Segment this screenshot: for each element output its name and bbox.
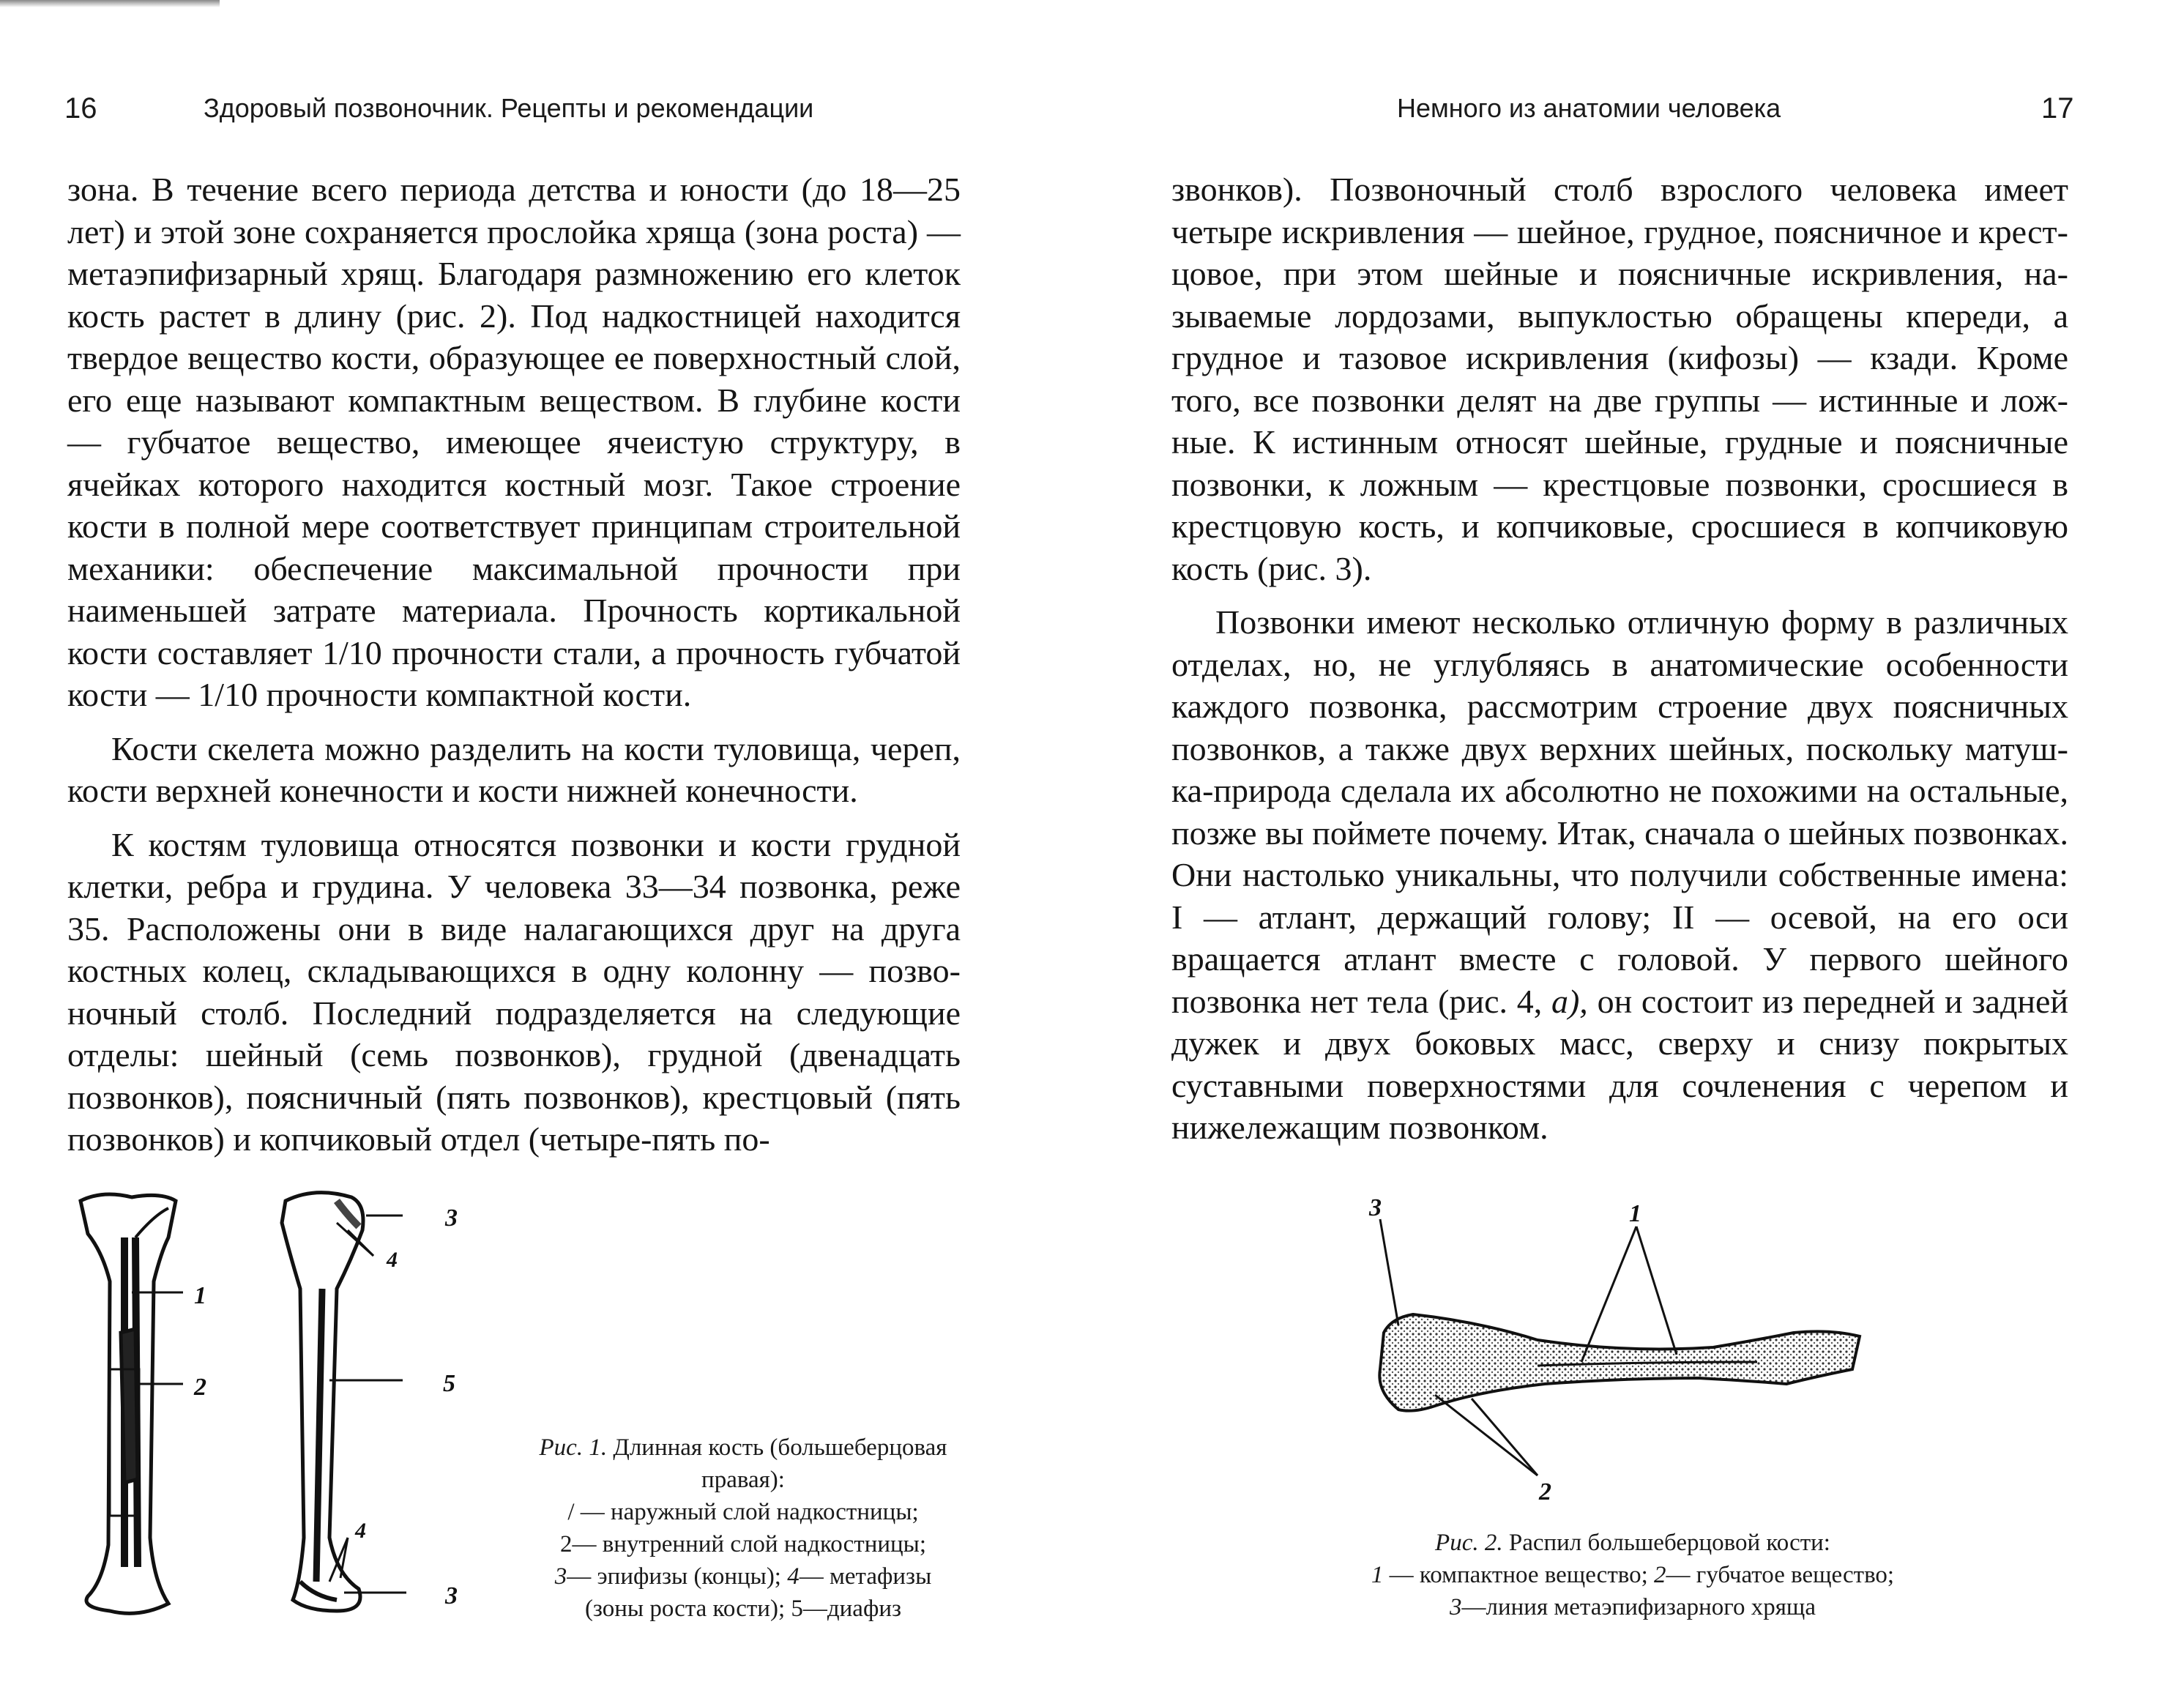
fig1-label-3-top: 3	[445, 1205, 458, 1232]
fig2-item-1-text: — компактное вещество;	[1389, 1562, 1648, 1588]
fig1-item-4-key: 4	[787, 1563, 800, 1590]
left-body-text	[67, 168, 961, 1172]
fig2-item-1-key: 1	[1371, 1562, 1384, 1588]
fig1-caption-prefix: Рис.	[539, 1434, 584, 1461]
fig2-label-2: 2	[1539, 1478, 1551, 1505]
fig2-item-3-key: 3	[1450, 1594, 1462, 1620]
fig2-caption-prefix: Рис.	[1435, 1530, 1479, 1556]
figure-1-caption	[523, 1432, 963, 1625]
figure-1-long-bone	[59, 1172, 513, 1640]
left-page-number: 16	[64, 92, 97, 124]
fig1-label-1: 1	[194, 1282, 206, 1309]
fig1-item-3-text: — эпифизы (концы);	[567, 1563, 781, 1590]
fig1-label-4-top: 4	[387, 1248, 398, 1272]
fig2-caption-title: Распил большеберцовой кости:	[1508, 1530, 1830, 1556]
right-body-text	[1171, 168, 2068, 1161]
left-paragraph-3: К костям туловища относятся позвонки и кости грудной клетки, ребра и грудина. У человека 33—34 позвонка, реже 35. Расположены они в виде налагающихся друг на друга костных колец, складывающихся в одну колонну — позвоночный столб. Последний подразделяется на следующие отделы: шейный (семь позвонков), грудной (двенадцать позвонков), поясничный (пять позвонков), крестцовый (пять позвонков) и копчиковый отдел (четыре-пять по-	[67, 825, 961, 1158]
fig1-label-5: 5	[443, 1370, 455, 1397]
fig1-item-5-key: 5	[791, 1596, 803, 1622]
left-paragraph-1: зона. В течение всего периода детства и юности (до 18—25 лет) и этой зоне сохраняется прослойка хряща (зона роста) — метаэпифизарный хрящ. Благодаря размножению его клеток кость растет в длину (рис. 2). Под надкостницей находится твердое вещество кости, образующее ее поверхностный слой, его еще называют компактным веществом. В глубине кости — губчатое вещество, имеющее ячеистую структуру, в ячейках которого находится костный мозг. Такое строение кости в полной мере соответствует принципам строительной механики: обеспечение максимальной прочности при наименьшей затрате материала. Прочность кортикальной кости составляет 1/10 прочности стали, а прочность губчатой кости — 1/10 прочности компактной кости.	[67, 171, 961, 713]
bone-drawing-a	[81, 1194, 176, 1613]
right-paragraph-1: звонков). Позвоночный столб взрослого человека имеет четыре искривления — шейное, грудное, поясничное и крестцовое, при этом шейные и поясничные искривления, называемые лордозами, выпуклостью обращены кпереди, а грудное и тазовое искривления (кифозы) — кзади. Кроме того, все позвонки делят на две группы — истинные и ложные. К истинным относят шейные, грудные и поясничные позвонки, к ложным — крестцовые позвонки, сросшиеся в крестцовую кость, и копчиковые, сросшиеся в копчиковую кость (рис. 3).	[1171, 171, 2068, 587]
fig2-caption-number: 2.	[1484, 1530, 1503, 1556]
fig1-item-1-text: — наружный слой надкостницы;	[580, 1499, 919, 1525]
bone-drawing-b	[282, 1193, 363, 1611]
scan-edge-mark	[0, 0, 220, 7]
right-page-number: 17	[2041, 92, 2074, 124]
fig1-item-3-key: 3	[554, 1563, 567, 1590]
right-paragraph-2-continued: он состоит из передней и задней дужек и двух боковых масс, сверху и снизу покрытых суставными поверхностями для сочленения с черепом и нижележащим позвонком.	[1171, 982, 2069, 1146]
right-running-title: Немного из анатомии человека	[1397, 93, 1781, 123]
fig2-item-2-text: — губчатое вещество;	[1666, 1562, 1895, 1588]
fig2-item-3-text: —линия метаэпифизарного хряща	[1461, 1594, 1816, 1620]
fig1-item-1-key: /	[567, 1499, 575, 1525]
fig1-label-3-bottom: 3	[445, 1582, 458, 1609]
fig1-caption-title: Длинная кость (большеберцовая правая):	[613, 1434, 947, 1493]
figure-2-caption	[1303, 1527, 1962, 1623]
fig2-label-1: 1	[1629, 1200, 1641, 1227]
fig1-item-4-text: — метафизы (зоны роста кости);	[584, 1563, 932, 1622]
right-paragraph-2	[1171, 601, 2068, 1149]
fig1-item-2-text: — внутренний слой надкостницы;	[572, 1531, 927, 1557]
fig2-label-3: 3	[1369, 1194, 1382, 1221]
right-paragraph-2-text: Позвонки имеют несколько отличную форму в различных отделах, но, не углубляясь в анатомические особенности каждого позвонка, рассмотрим строение двух поясничных позвонков, а также двух верхних шейных, поскольку матушка-природа сделала их абсолютно не похожими на остальные, позже вы поймете почему. Итак, сначала о шейных позвонках. Они настолько уникальны, что получили собственные имена: I — атлант, держащий голову; II — осевой, на его оси вращается атлант вместе с головой. У первого шейного позвонка нет тела (рис. 4,	[1171, 603, 2068, 1020]
bone-section-drawing	[1379, 1314, 1860, 1411]
fig1-item-5-text: —диафиз	[802, 1596, 902, 1622]
figure-ref-a: а),	[1551, 982, 1588, 1020]
left-paragraph-2: Кости скелета можно разделить на кости туловища, череп, кости верхней конечности и кости нижней конечности.	[67, 729, 961, 809]
fig1-label-4-bottom: 4	[355, 1519, 366, 1543]
left-running-title: Здоровый позвоночник. Рецепты и рекомендации	[204, 93, 814, 123]
fig1-caption-number: 1.	[589, 1434, 608, 1461]
figure-2-bone-section	[1347, 1186, 1933, 1508]
fig1-label-2: 2	[194, 1374, 206, 1401]
fig1-item-2-key: 2	[559, 1531, 573, 1557]
fig2-item-2-key: 2	[1654, 1562, 1666, 1588]
